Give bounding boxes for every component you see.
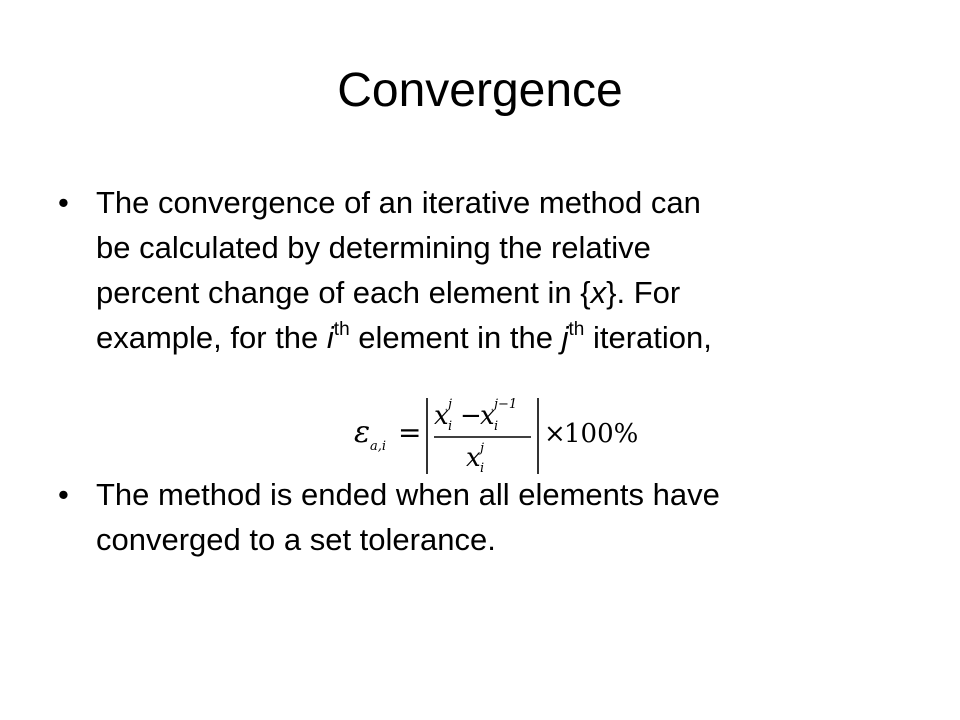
bullet1-line4a: example, for the bbox=[96, 320, 327, 355]
bullet1-line1: The convergence of an iterative method can bbox=[96, 185, 701, 220]
eq-factor: 100% bbox=[564, 419, 639, 449]
eq-num-x2: x bbox=[480, 401, 495, 431]
eq-minus: − bbox=[460, 401, 482, 431]
ordinal-th-1: th bbox=[333, 318, 350, 340]
slide-title: Convergence bbox=[337, 64, 623, 117]
eq-num-sub2: i bbox=[494, 419, 499, 434]
eq-times: × bbox=[544, 419, 566, 449]
ordinal-th-2: th bbox=[568, 318, 585, 340]
eq-epsilon-subscript: a,i bbox=[370, 439, 387, 454]
bullet1-line3b: }. For bbox=[606, 275, 681, 310]
bullet1-line2: be calculated by determining the relative bbox=[96, 230, 651, 265]
bullet2-line2: converged to a set tolerance. bbox=[96, 522, 496, 557]
relative-error-equation bbox=[350, 390, 650, 480]
eq-num-sup1: j bbox=[448, 397, 453, 412]
bullet1-line4b: element in the bbox=[349, 320, 562, 355]
bullet-list bbox=[58, 180, 918, 562]
eq-num-x1: x bbox=[434, 401, 449, 431]
bullet1-line4c: iteration, bbox=[584, 320, 712, 355]
eq-den-sub: i bbox=[480, 461, 485, 476]
eq-equals: = bbox=[398, 416, 422, 449]
bullet-termination bbox=[58, 472, 918, 562]
index-i: i bbox=[326, 320, 334, 355]
index-j: j bbox=[561, 320, 569, 355]
eq-num-sup2: j−1 bbox=[494, 397, 518, 412]
bullet-convergence-definition bbox=[58, 180, 918, 360]
eq-num-sub1: i bbox=[448, 419, 453, 434]
eq-epsilon: ε bbox=[354, 415, 371, 450]
bullet1-line3a: percent change of each element in { bbox=[96, 275, 591, 310]
eq-den-x: x bbox=[466, 443, 481, 473]
vector-x: x bbox=[590, 275, 607, 310]
eq-den-sup: j bbox=[480, 441, 485, 456]
bullet2-line1: The method is ended when all elements have bbox=[96, 477, 720, 512]
